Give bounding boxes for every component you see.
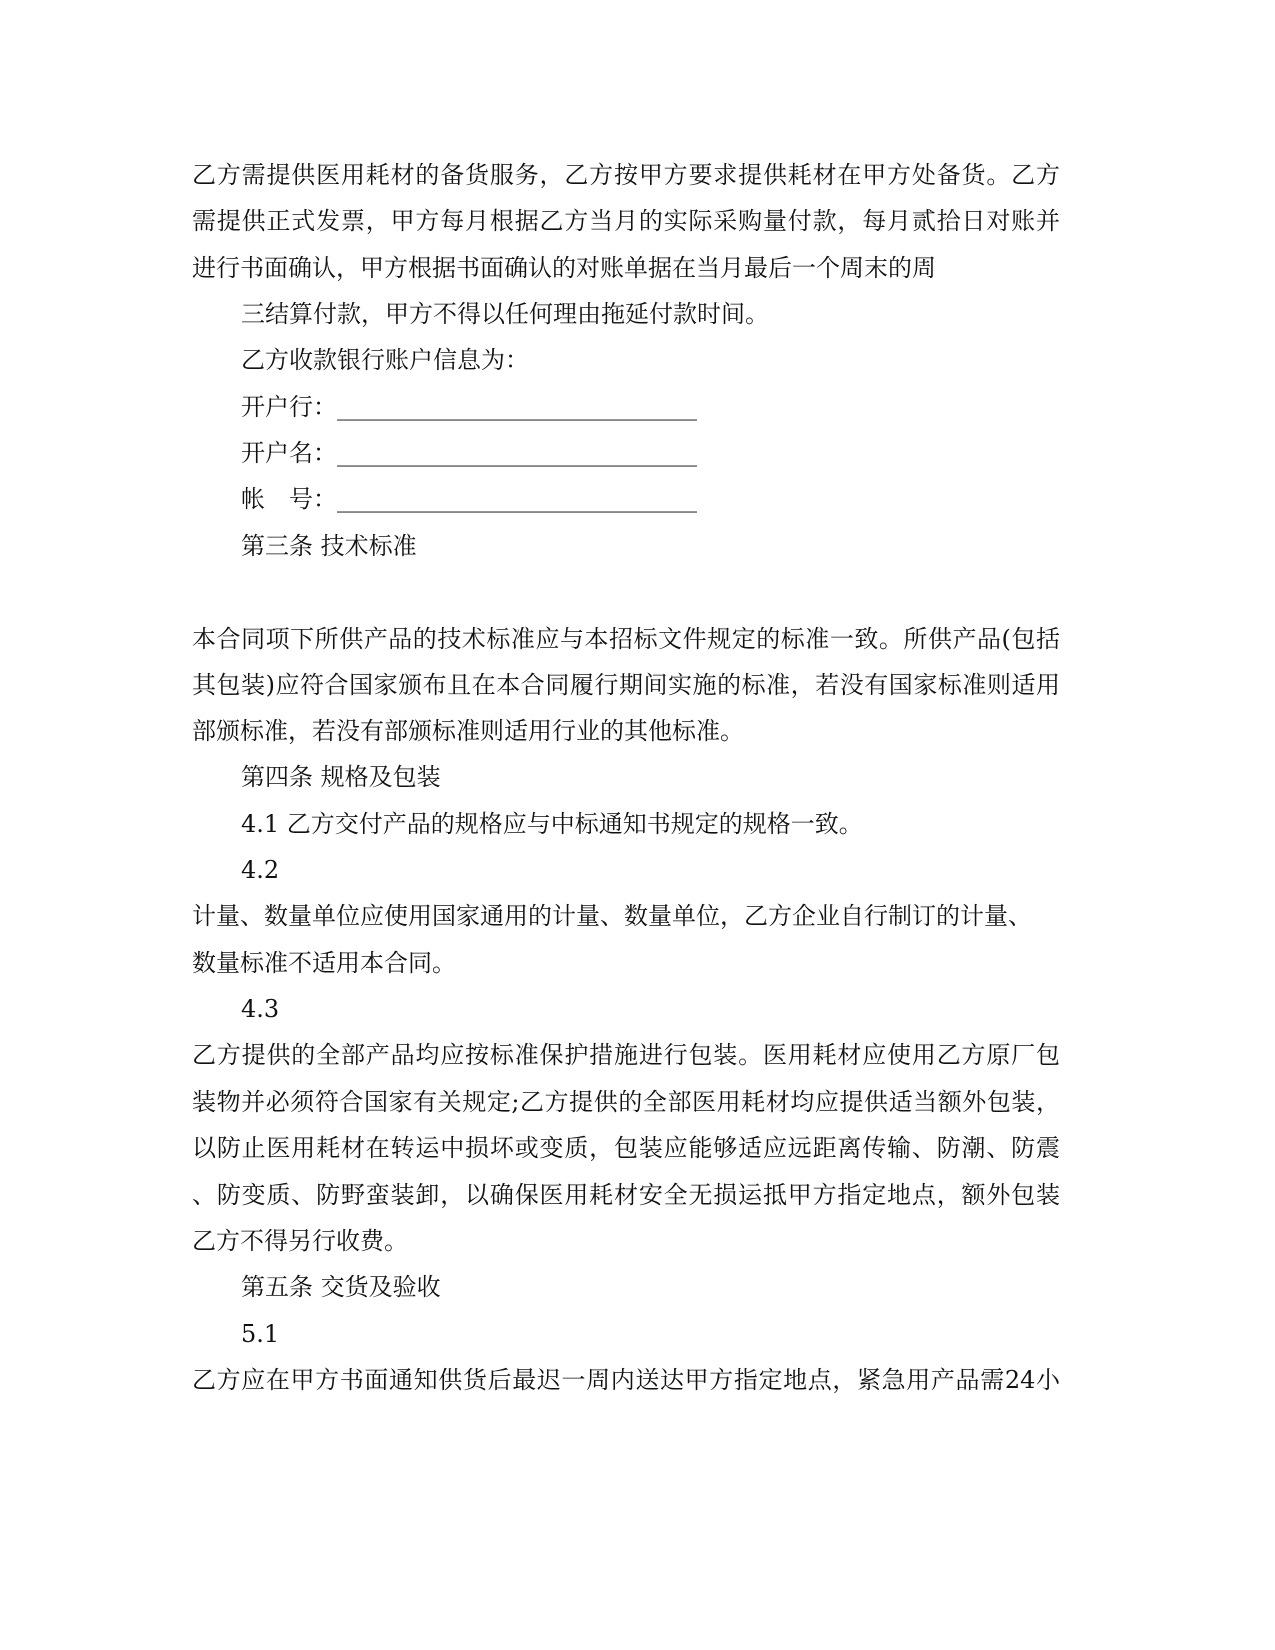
paragraph-line: 计量、数量单位应使用国家通用的计量、数量单位，乙方企业自行制订的计量、 bbox=[192, 902, 1032, 930]
clause-number: 5.1 bbox=[241, 1320, 280, 1348]
paragraph-line: 部颁标准，若没有部颁标准则适用行业的其他标准。 bbox=[192, 717, 744, 745]
section-heading: 第五条 交货及验收 bbox=[241, 1273, 441, 1301]
paragraph-line: 装物并必须符合国家有关规定;乙方提供的全部医用耗材均应提供适当额外包装， bbox=[192, 1088, 1060, 1116]
clause-number: 4.2 bbox=[241, 856, 280, 884]
bank-info-heading: 乙方收款银行账户信息为： bbox=[241, 346, 529, 374]
paragraph-line: 需提供正式发票，甲方每月根据乙方当月的实际采购量付款，每月贰拾日对账并 bbox=[192, 207, 1060, 235]
paragraph-line: 进行书面确认，甲方根据书面确认的对账单据在当月最后一个周末的周 bbox=[192, 254, 936, 282]
section-heading: 第三条 技术标准 bbox=[241, 532, 417, 560]
paragraph-line: 其包装)应符合国家颁布且在本合同履行期间实施的标准，若没有国家标准则适用 bbox=[192, 671, 1060, 699]
paragraph-line: 乙方提供的全部产品均应按标准保护措施进行包装。医用耗材应使用乙方原厂包 bbox=[192, 1041, 1060, 1069]
paragraph-line: 、防变质、防野蛮装卸，以确保医用耗材安全无损运抵甲方指定地点，额外包装 bbox=[192, 1181, 1060, 1209]
paragraph-line: 乙方不得另行收费。 bbox=[192, 1227, 408, 1255]
paragraph-line: 数量标准不适用本合同。 bbox=[192, 949, 456, 977]
section-heading: 第四条 规格及包装 bbox=[241, 763, 441, 791]
clause-number: 4.3 bbox=[241, 995, 280, 1023]
paragraph-line: 乙方应在甲方书面通知供货后最迟一周内送达甲方指定地点，紧急用产品需24小 bbox=[192, 1366, 1060, 1394]
account-number-field: 帐 号：______________________________ bbox=[241, 485, 697, 513]
paragraph-line: 以防止医用耗材在转运中损坏或变质，包装应能够适应远距离传输、防潮、防震 bbox=[192, 1134, 1060, 1162]
account-name-field: 开户名：______________________________ bbox=[241, 439, 697, 467]
clause-line: 4.1 乙方交付产品的规格应与中标通知书规定的规格一致。 bbox=[241, 810, 863, 838]
paragraph-line: 本合同项下所供产品的技术标准应与本招标文件规定的标准一致。所供产品(包括 bbox=[192, 625, 1060, 653]
bank-name-field: 开户行：______________________________ bbox=[241, 393, 697, 421]
paragraph-line: 三结算付款，甲方不得以任何理由拖延付款时间。 bbox=[241, 300, 769, 328]
paragraph-line: 乙方需提供医用耗材的备货服务，乙方按甲方要求提供耗材在甲方处备货。乙方 bbox=[192, 161, 1060, 189]
